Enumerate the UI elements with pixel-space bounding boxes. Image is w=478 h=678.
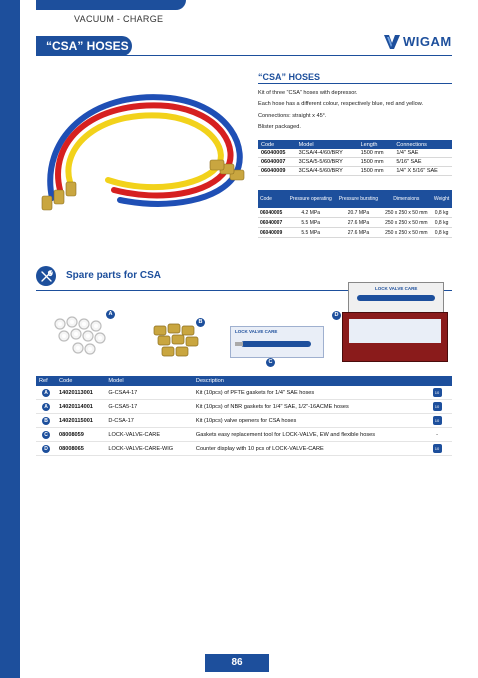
cell-code: 06040005 — [258, 208, 286, 218]
page-number: 86 — [205, 654, 269, 672]
header-ref: Ref — [36, 376, 56, 386]
table-row — [36, 400, 452, 414]
tool-body — [241, 341, 311, 347]
cell-code: 06040007 — [258, 218, 286, 228]
header-model: Model — [296, 140, 358, 149]
display-tool — [357, 295, 435, 301]
cell-description: Kit (10pcs) valve openers for CSA hoses — [193, 414, 422, 428]
cell-length: 1500 mm — [358, 149, 394, 158]
cell-model: LOCK-VALVE-CARE-WIG — [105, 442, 193, 456]
cell-code: 14020114001 — [56, 400, 105, 414]
header-description: Description — [193, 376, 422, 386]
description-line: Connections: straight x 45°. — [258, 112, 327, 119]
cell-code: 14020113001 — [56, 386, 105, 400]
cell-weight: 0,8 kg — [431, 218, 452, 228]
cell-code: 06040009 — [258, 167, 296, 176]
side-bar — [0, 0, 20, 678]
product-title: “CSA” HOSES — [258, 72, 321, 82]
pack-icon: 10 — [433, 416, 442, 425]
label-a-badge: A — [106, 310, 115, 319]
table-row — [258, 149, 452, 158]
brand-name: WIGAM — [403, 34, 452, 49]
header-code: Code — [258, 190, 286, 208]
ref-badge: D — [42, 445, 50, 453]
category-label: VACUUM - CHARGE — [74, 14, 164, 24]
display-inner — [349, 319, 441, 343]
cell-extra: - — [422, 428, 452, 442]
cell-length: 1500 mm — [358, 158, 394, 167]
table-row — [36, 428, 452, 442]
cell-model: 3CSA/4-4/60/BRY — [296, 149, 358, 158]
cell-model: G-CSA4-17 — [105, 386, 193, 400]
table-row — [258, 167, 452, 176]
cell-code: 06040007 — [258, 158, 296, 167]
lock-valve-care-tool-image — [230, 326, 324, 358]
header-pressure-operating: Pressure operating — [286, 190, 335, 208]
header-pressure-bursting: Pressure bursting — [335, 190, 381, 208]
wrench-icon — [40, 270, 53, 283]
cell-model: 3CSA/5-5/60/BRY — [296, 158, 358, 167]
cell-dimensions: 250 x 250 x 50 mm — [382, 208, 432, 218]
top-tab — [36, 0, 186, 10]
table-row — [36, 442, 452, 456]
cell-code: 06040005 — [258, 149, 296, 158]
header-length: Length — [358, 140, 394, 149]
cell-connections: 1/4" SAE — [393, 149, 452, 158]
description-line: Kit of three “CSA” hoses with depressor. — [258, 90, 358, 96]
cell-model: G-CSA5-17 — [105, 400, 193, 414]
cell-code: 06040009 — [258, 228, 286, 238]
tool-package-label: LOCK VALVE CARE — [235, 329, 278, 334]
counter-display-image — [342, 282, 448, 362]
cell-connections: 5/16" SAE — [393, 158, 452, 167]
cell-pressure-operating: 5.5 MPa — [286, 228, 335, 238]
section-title: “CSA” HOSES — [36, 36, 132, 56]
cell-pressure-bursting: 27.6 MPa — [335, 228, 381, 238]
tool-tip — [235, 342, 243, 346]
pack-icon: 10 — [433, 388, 442, 397]
header-weight: Weight — [431, 190, 452, 208]
cell-code: 14020115001 — [56, 414, 105, 428]
display-label: LOCK VALVE CARE — [375, 286, 418, 291]
cell-pressure-bursting: 27.6 MPa — [335, 218, 381, 228]
cell-dimensions: 250 x 250 x 50 mm — [382, 228, 432, 238]
table-header-row — [36, 376, 452, 386]
cell-model: LOCK-VALVE-CARE — [105, 428, 193, 442]
spare-parts-title: Spare parts for CSA — [66, 270, 162, 281]
cell-code: 08008065 — [56, 442, 105, 456]
pack-icon: 10 — [433, 444, 442, 453]
cell-code: 08008059 — [56, 428, 105, 442]
ref-badge: C — [42, 431, 50, 439]
ref-badge: A — [42, 389, 50, 397]
table-header-row — [258, 140, 452, 149]
label-d-badge: D — [332, 311, 341, 320]
pack-icon: 10 — [433, 402, 442, 411]
description-line: Each hose has a different colour, respectively blue, red and yellow. — [258, 101, 424, 108]
brand-mark-icon — [384, 35, 400, 49]
description-line: Blister packaged. — [258, 123, 301, 130]
table-row — [258, 228, 452, 238]
cell-weight: 0,8 kg — [431, 228, 452, 238]
header-dimensions: Dimensions — [382, 190, 432, 208]
hoses-pressure-table — [258, 190, 452, 238]
brand-logo — [384, 34, 452, 49]
cell-pressure-operating: 4.2 MPa — [286, 208, 335, 218]
cell-model: 3CSA/4-5/60/BRY — [296, 167, 358, 176]
table-header-row — [258, 190, 452, 208]
product-description — [258, 88, 458, 133]
spare-parts-table — [36, 376, 452, 456]
table-row — [258, 218, 452, 228]
product-title-rule — [258, 83, 452, 84]
ref-badge: A — [42, 403, 50, 411]
header-model: Model — [105, 376, 193, 386]
table-row — [36, 386, 452, 400]
cell-pressure-bursting: 20.7 MPa — [335, 208, 381, 218]
cell-length: 1500 mm — [358, 167, 394, 176]
tools-icon — [36, 266, 56, 286]
table-row — [258, 208, 452, 218]
header-code: Code — [258, 140, 296, 149]
cell-connections: 1/4" X 5/16" SAE — [393, 167, 452, 176]
cell-weight: 0,8 kg — [431, 208, 452, 218]
display-lid — [348, 282, 444, 314]
ref-badge: B — [42, 417, 50, 425]
header-connections: Connections — [393, 140, 452, 149]
table-row — [258, 158, 452, 167]
cell-description: Counter display with 10 pcs of LOCK-VALVE-CARE — [193, 442, 422, 456]
cell-dimensions: 250 x 250 x 50 mm — [382, 218, 432, 228]
hoses-model-table — [258, 140, 452, 176]
title-rule — [36, 55, 452, 56]
label-b-badge: B — [196, 318, 205, 327]
display-box — [342, 312, 448, 362]
cell-model: D-CSA-17 — [105, 414, 193, 428]
header-code: Code — [56, 376, 105, 386]
cell-description: Kit (10pcs) of NBR gaskets for 1/4" SAE, 1/2"-16ACME hoses — [193, 400, 422, 414]
cell-pressure-operating: 5.5 MPa — [286, 218, 335, 228]
label-c-badge: C — [266, 358, 275, 367]
header-extra — [422, 376, 452, 386]
cell-description: Kit (10pcs) of PFTE gaskets for 1/4" SAE hoses — [193, 386, 422, 400]
gaskets-image — [50, 312, 120, 362]
table-row — [36, 414, 452, 428]
cell-description: Gaskets easy replacement tool for LOCK-VALVE, EW and flexible hoses — [193, 428, 422, 442]
hoses-image — [30, 70, 255, 235]
